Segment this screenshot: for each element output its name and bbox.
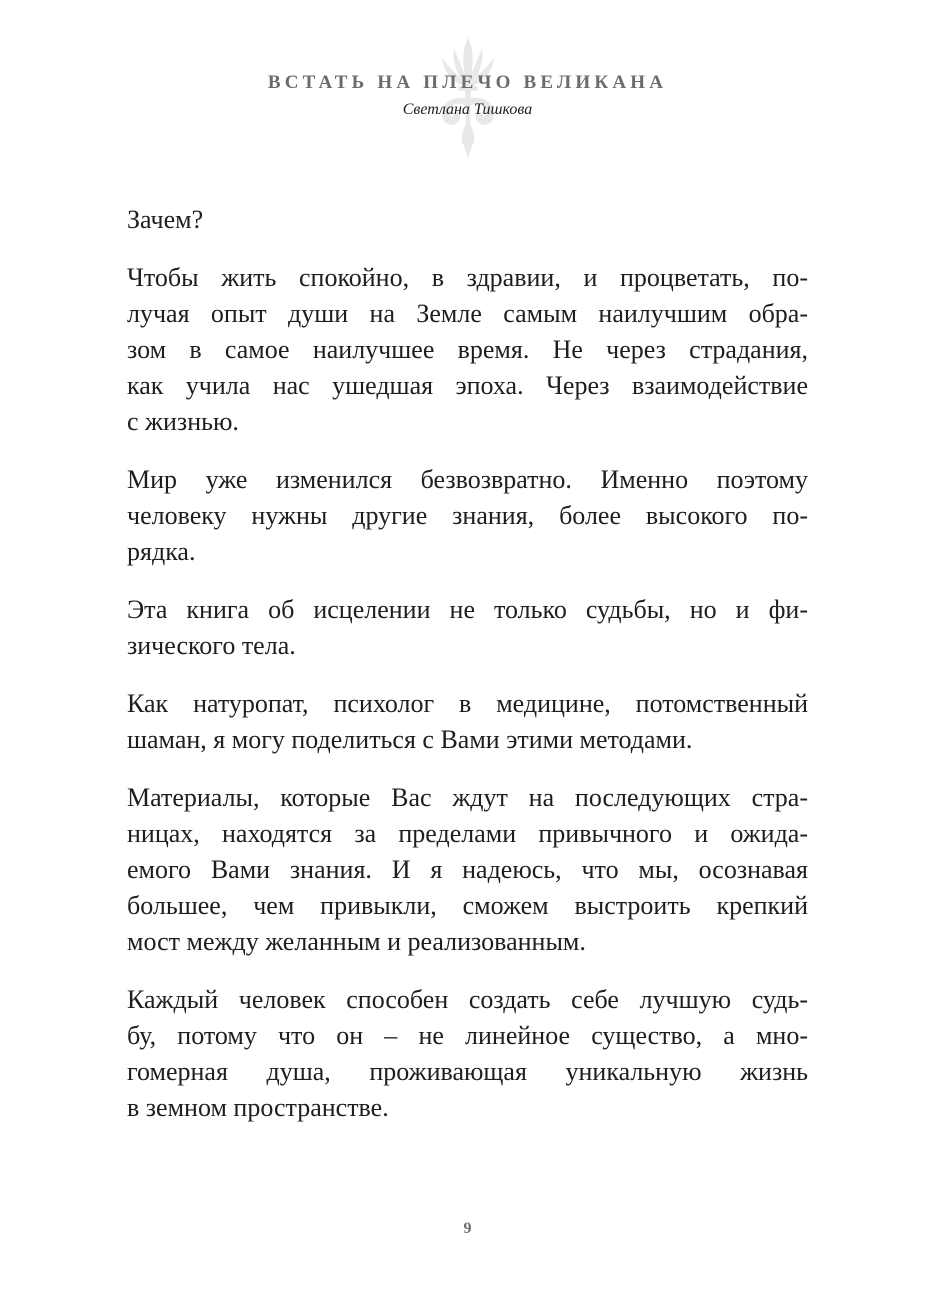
text-line: Каждый человек способен создать себе лучшую судь- <box>127 985 808 1014</box>
text-line: Эта книга об исцелении не только судьбы, но и фи- <box>127 595 808 624</box>
text-line: мост между желанным и реализованным. <box>127 927 586 956</box>
text-line: человеку нужны другие знания, более высокого по- <box>127 501 808 530</box>
page-number: 9 <box>463 1220 472 1237</box>
text-line: с жизнью. <box>127 407 239 436</box>
body-text <box>127 202 808 1148</box>
paragraph <box>127 686 808 758</box>
paragraph <box>127 780 808 960</box>
text-line: как учила нас ушедшая эпоха. Через взаимодействие <box>127 371 808 400</box>
text-line: гомерная душа, проживающая уникальную жизнь <box>127 1057 808 1086</box>
text-line: Как натуропат, психолог в медицине, потомственный <box>127 689 808 718</box>
text-line: бу, потому что он – не линейное существо, а мно- <box>127 1021 808 1050</box>
text-line: рядка. <box>127 537 196 566</box>
text-line: зом в самое наилучшее время. Не через страдания, <box>127 335 808 364</box>
text-line: лучая опыт души на Земле самым наилучшим обра- <box>127 299 808 328</box>
text-line: Мир уже изменился безвозвратно. Именно поэтому <box>127 465 808 494</box>
text-line: большее, чем привыкли, сможем выстроить крепкий <box>127 891 808 920</box>
paragraph <box>127 462 808 570</box>
paragraph <box>127 202 808 238</box>
text-line: в земном пространстве. <box>127 1093 389 1122</box>
text-line: ницах, находятся за пределами привычного и ожида- <box>127 819 808 848</box>
paragraph <box>127 592 808 664</box>
text-line: Материалы, которые Вас ждут на последующих стра- <box>127 783 808 812</box>
paragraph <box>127 982 808 1126</box>
text-line: Зачем? <box>127 205 204 234</box>
text-line: емого Вами знания. И я надеюсь, что мы, осознавая <box>127 855 808 884</box>
fleur-ornament-icon <box>436 36 500 160</box>
paragraph <box>127 260 808 440</box>
text-line: зического тела. <box>127 631 296 660</box>
text-line: Чтобы жить спокойно, в здравии, и процветать, по- <box>127 263 808 292</box>
running-header-title: ВСТАТЬ НА ПЛЕЧО ВЕЛИКАНА <box>267 72 668 93</box>
running-header-author: Светлана Тишкова <box>402 101 533 118</box>
text-line: шаман, я могу поделиться с Вами этими методами. <box>127 725 693 754</box>
